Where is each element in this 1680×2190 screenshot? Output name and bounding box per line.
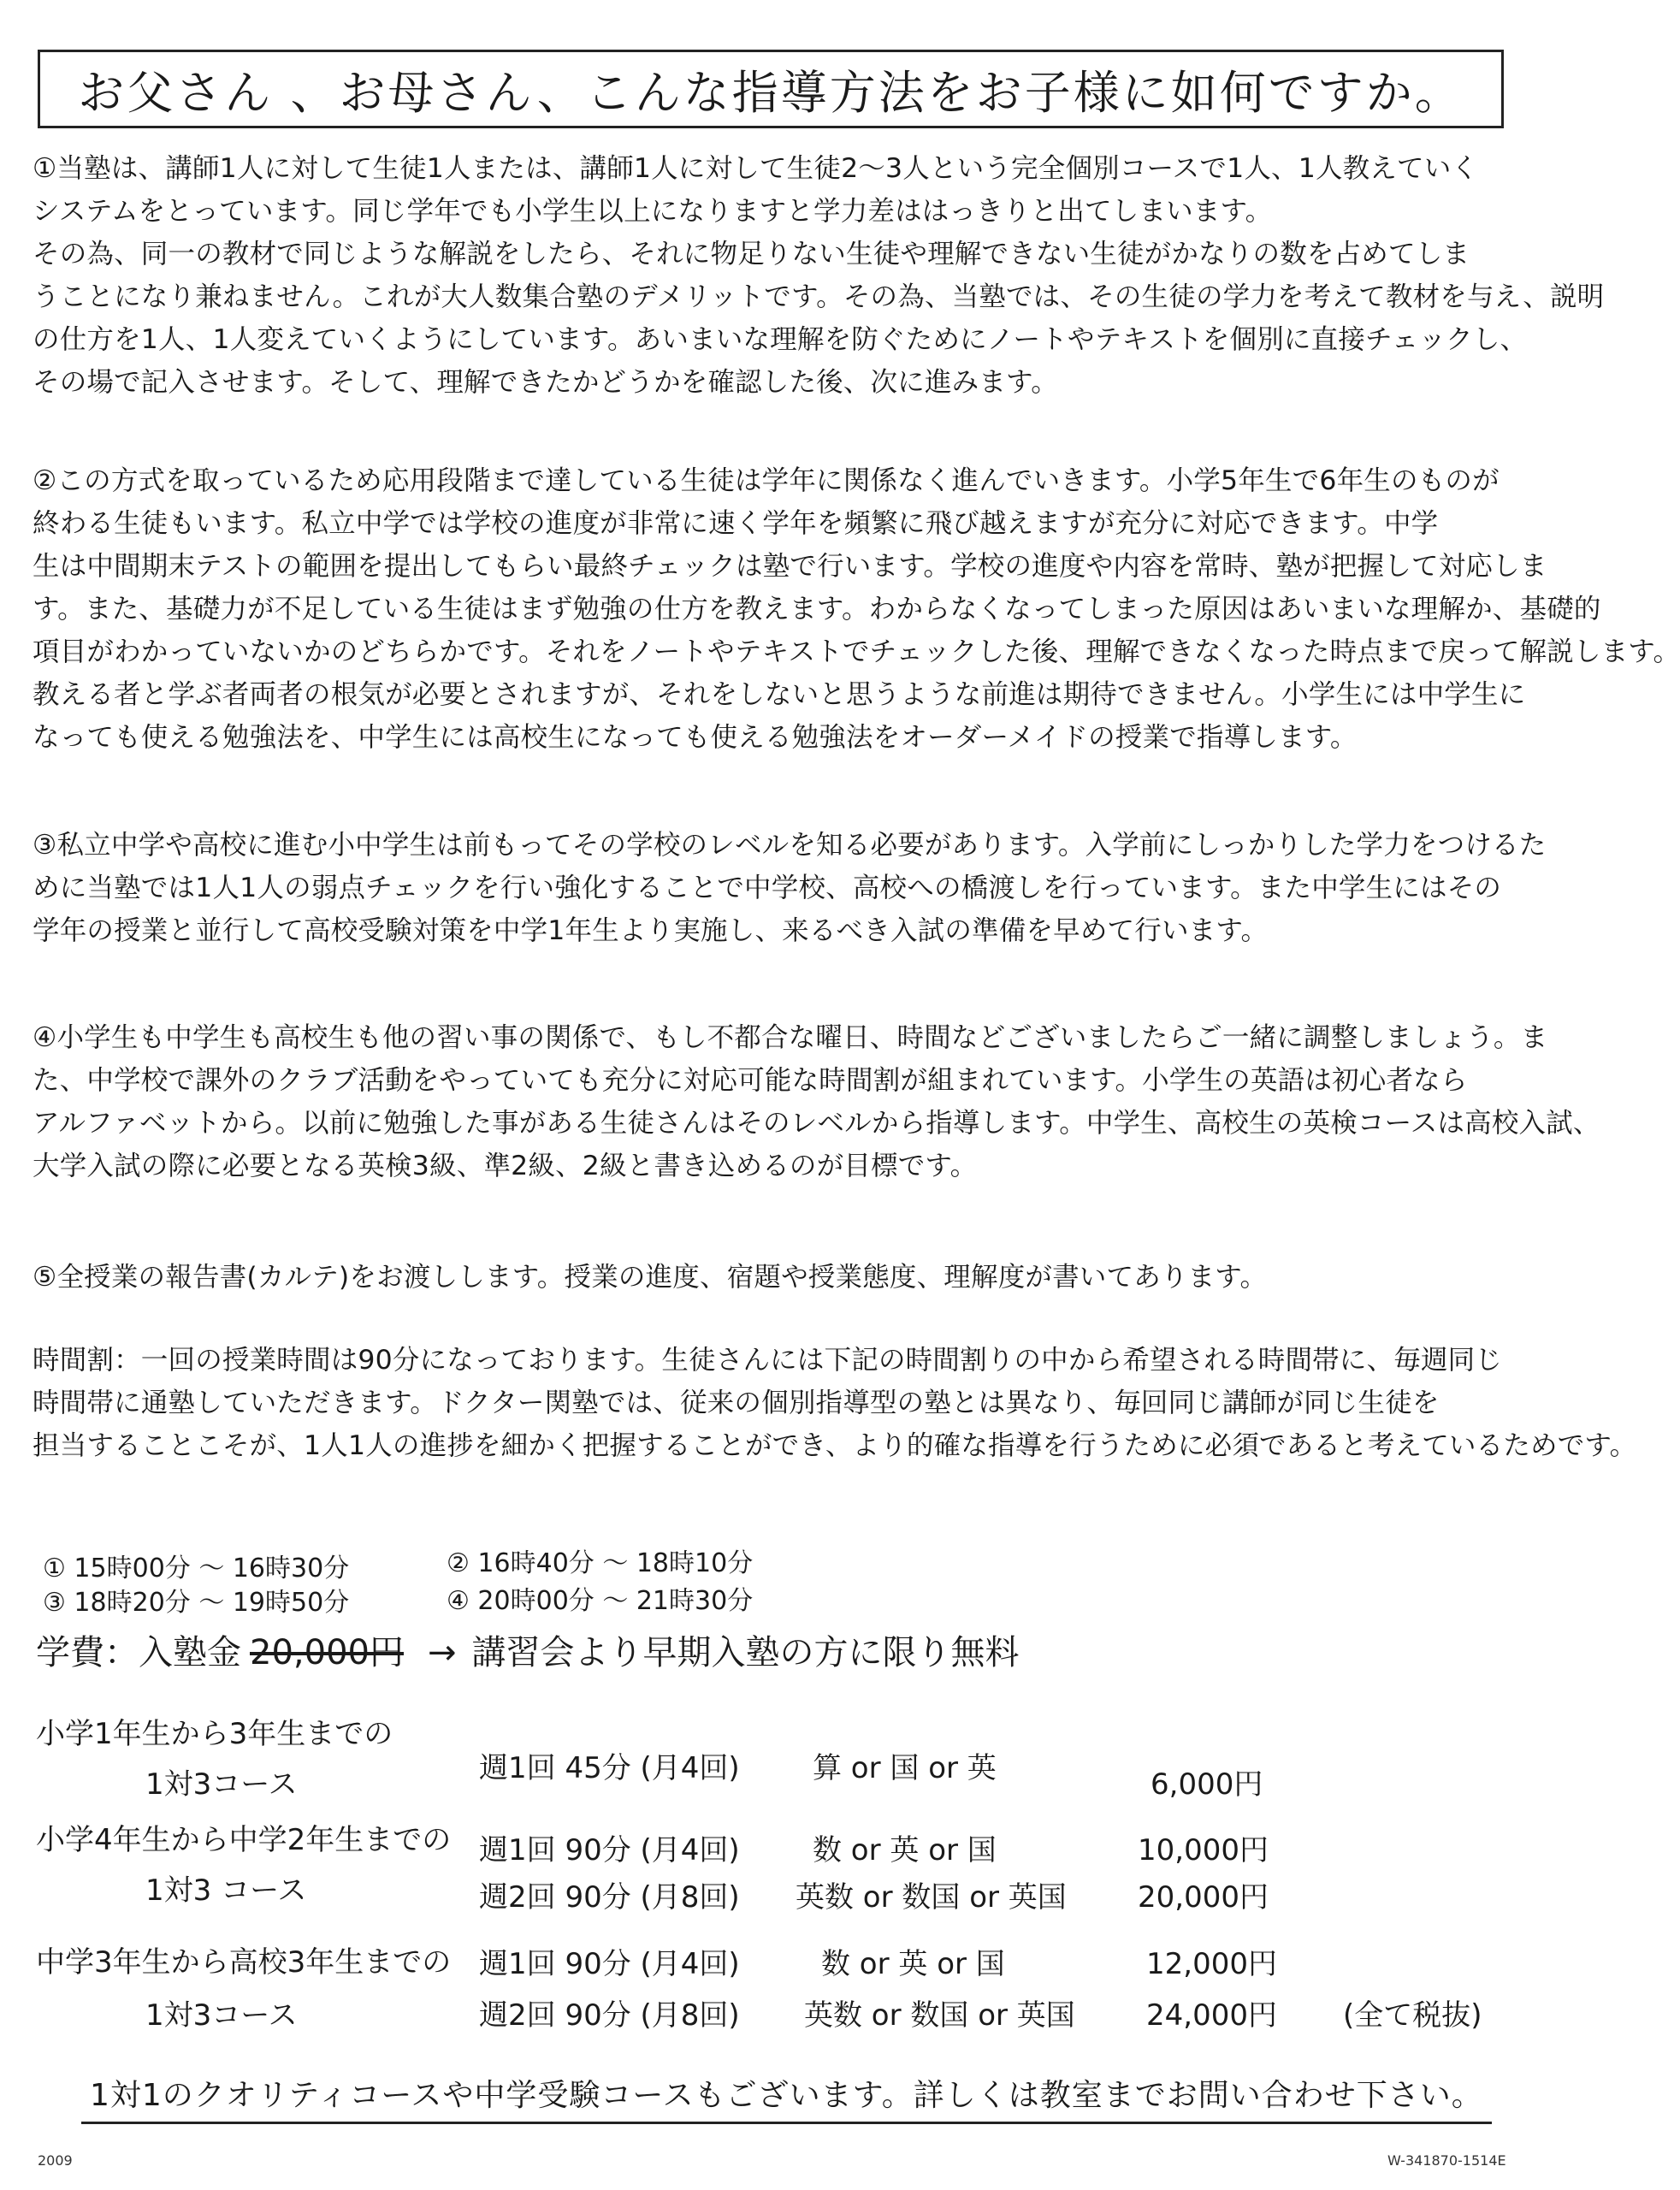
time-slot: ④ 20時00分 〜 21時30分 [447, 1586, 754, 1616]
section-3 [33, 824, 1547, 952]
text-line: 終わる生徒もいます。私立中学では学校の進度が非常に速く学年を頻繁に飛び越えますが充分に対応できます。中学 [33, 508, 1439, 539]
time-slot: ③ 18時20分 〜 19時50分 [43, 1588, 350, 1618]
year-label: 2009 [38, 2152, 73, 2169]
page-title: お父さん 、お母さん、こんな指導方法をお子様に如何ですか。 [38, 50, 1504, 128]
plan-price: 24,000円 [1146, 1998, 1277, 2033]
course-type: 1対3コース [145, 1767, 298, 1802]
text-line: 大学入試の際に必要となる英検3級、準2級、2級と書き込めるのが目標です。 [33, 1151, 978, 1181]
free-note: 講習会より早期入塾の方に限り無料 [471, 1633, 1020, 1672]
fee-label: 学費：入塾金 [36, 1633, 241, 1672]
plan-frequency: 週1回 90分 (月4回) [479, 1833, 740, 1867]
course-name: 小学1年生から3年生までの [36, 1717, 393, 1751]
plan-frequency: 週2回 90分 (月8回) [479, 1998, 740, 2033]
text-line: 項目がわかっていないかのどちらかです。それをノートやテキストでチェックした後、理解できなくなった時点まで戻って解説します。 [33, 636, 1680, 667]
text-line: 教える者と学ぶ者両者の根気が必要とされますが、それをしないと思うような前進は期待できません。小学生には中学生に [33, 679, 1526, 710]
text-line: 時間帯に通塾していただきます。ドクター関塾では、従来の個別指導型の塾とは異なり、毎回同じ講師が同じ生徒を [33, 1388, 1440, 1418]
footer-note: 1対1のクオリティコースや中学受験コースもございます。詳しくは教室までお問い合わせ下さい。 [81, 2074, 1492, 2124]
text-line: ①当塾は、講師1人に対して生徒1人または、講師1人に対して生徒2〜3人という完全個別コースで1人、1人教えていく [33, 153, 1479, 184]
text-line: うことになり兼ねません。これが大人数集合塾のデメリットです。その為、当塾では、その生徒の学力を考えて教材を与え、説明 [33, 281, 1605, 312]
text-line: 学年の授業と並行して高校受験対策を中学1年生より実施し、来るべき入試の準備を早めて行います。 [33, 915, 1269, 946]
plan-price: 12,000円 [1146, 1947, 1277, 1981]
course-type: 1対3コース [145, 1998, 298, 2033]
text-line: ⑤全授業の報告書(カルテ)をお渡しします。授業の進度、宿題や授業態度、理解度が書いてあります。 [33, 1262, 1268, 1293]
plan-price: 20,000円 [1138, 1880, 1269, 1915]
section-2 [33, 459, 1680, 759]
plan-subjects: 英数 or 数国 or 英国 [796, 1880, 1067, 1915]
section-5 [33, 1256, 1511, 1299]
time-slot: ① 15時00分 〜 16時30分 [43, 1554, 350, 1583]
text-line: なっても使える勉強法を、中学生には高校生になっても使える勉強法をオーダーメイドの授業で指導します。 [33, 722, 1358, 753]
text-line: す。また、基礎力が不足している生徒はまず勉強の仕方を教えます。わからなくなってしまった原因はあいまいな理解か、基礎的 [33, 594, 1601, 624]
arrow-icon: → [427, 1633, 457, 1672]
plan-frequency: 週2回 90分 (月8回) [479, 1880, 740, 1915]
course-name: 小学4年生から中学2年生までの [36, 1823, 452, 1857]
text-line: た、中学校で課外のクラブ活動をやっていても充分に対応可能な時間割が組まれています。小学生の英語は初心者なら [33, 1065, 1468, 1096]
plan-subjects: 英数 or 数国 or 英国 [804, 1998, 1075, 2033]
schedule-description [33, 1339, 1637, 1467]
text-line: アルファベットから。以前に勉強した事がある生徒さんはそのレベルから指導します。中学生、高校生の英検コースは高校入試、 [33, 1108, 1600, 1139]
text-line: 生は中間期末テストの範囲を提出してもらい最終チェックは塾で行います。学校の進度や内容を常時、塾が把握して対応しま [33, 551, 1547, 582]
admission-fee [36, 1627, 1019, 1678]
time-slot: ② 16時40分 〜 18時10分 [447, 1548, 754, 1578]
document-code: W-341870-1514E [1387, 2152, 1506, 2169]
plan-subjects: 数 or 英 or 国 [821, 1947, 1005, 1981]
old-price: 20,000円 [250, 1633, 404, 1672]
text-line: ②この方式を取っているため応用段階まで達している生徒は学年に関係なく進んでいきます。小学5年生で6年生のものが [33, 465, 1500, 496]
course-type: 1対3 コース [145, 1873, 307, 1908]
section-4 [33, 1016, 1600, 1187]
plan-subjects: 算 or 国 or 英 [813, 1751, 997, 1785]
text-line: 時間割：一回の授業時間は90分になっております。生徒さんには下記の時間割りの中から希望される時間帯に、毎週同じ [33, 1345, 1503, 1376]
text-line: システムをとっています。同じ学年でも小学生以上になりますと学力差ははっきりと出てしまいます。 [33, 196, 1273, 227]
text-line: ④小学生も中学生も高校生も他の習い事の関係で、もし不都合な曜日、時間などございましたらご一緒に調整しましょう。ま [33, 1022, 1548, 1053]
text-line: ③私立中学や高校に進む小中学生は前もってその学校のレベルを知る必要があります。入学前にしっかりした学力をつけるた [33, 830, 1547, 861]
plan-subjects: 数 or 英 or 国 [813, 1833, 997, 1867]
text-line: 担当することこそが、1人1人の進捗を細かく把握することができ、より的確な指導を行うために必須であると考えているためです。 [33, 1430, 1637, 1461]
text-line: の仕方を1人、1人変えていくようにしています。あいまいな理解を防ぐためにノートやテキストを個別に直接チェックし、 [33, 324, 1528, 355]
text-line: めに当塾では1人1人の弱点チェックを行い強化することで中学校、高校への橋渡しを行っています。また中学生にはその [33, 873, 1502, 903]
course-name: 中学3年生から高校3年生までの [36, 1945, 452, 1980]
plan-frequency: 週1回 45分 (月4回) [479, 1751, 740, 1785]
plan-frequency: 週1回 90分 (月4回) [479, 1947, 740, 1981]
text-line: その為、同一の教材で同じような解説をしたら、それに物足りない生徒や理解できない生徒がかなりの数を占めてしま [33, 239, 1470, 269]
text-line: その場で記入させます。そして、理解できたかどうかを確認した後、次に進みます。 [33, 367, 1058, 398]
plan-price: 6,000円 [1151, 1767, 1263, 1802]
section-1 [33, 147, 1605, 404]
plan-price: 10,000円 [1138, 1833, 1269, 1867]
tax-note: (全て税抜) [1343, 1998, 1482, 2033]
